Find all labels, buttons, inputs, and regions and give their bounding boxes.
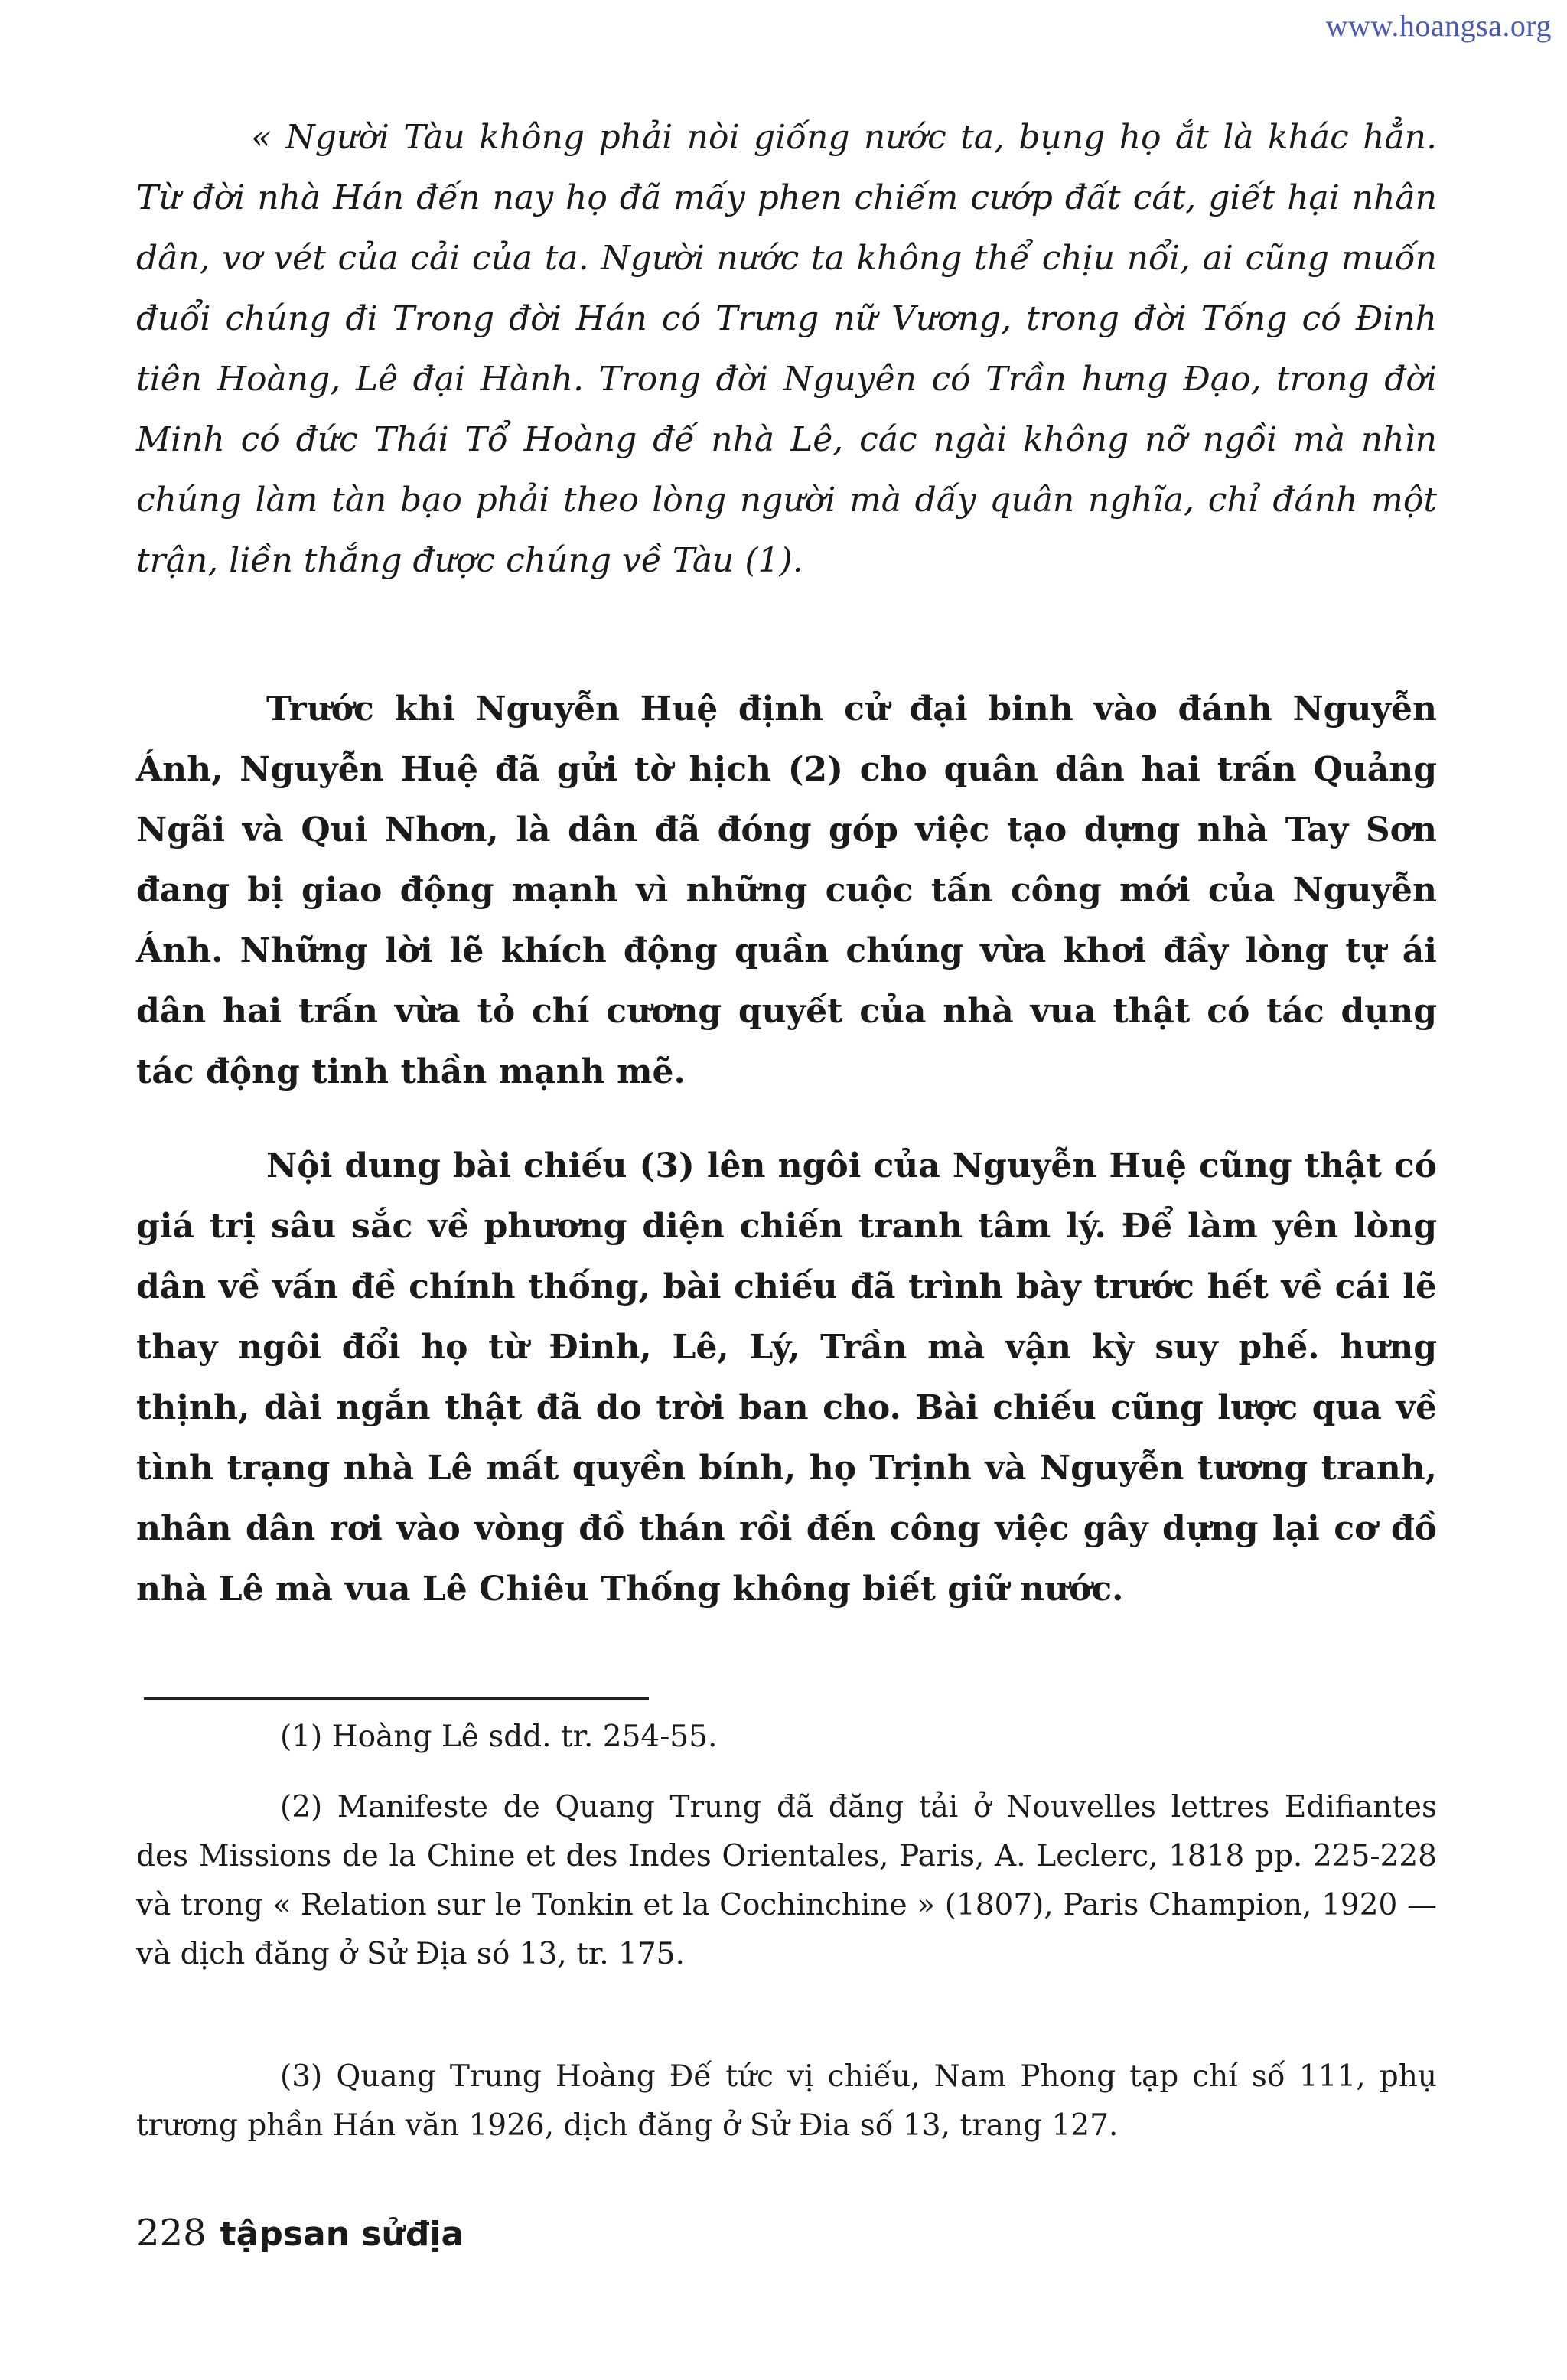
page-number: 228 <box>136 2212 207 2254</box>
quote-paragraph: « Người Tàu không phải nòi giống nước ta, bụng họ ắt là khác hẳn. Từ đời nhà Hán đến nay họ đã mấy phen chiếm cướp đất cát, giết hại nhân dân, vơ vét của cải của ta. Người nước ta không thể chịu nổi, ai cũng muốn đuổi chúng đi Trong đời Hán có Trưng nữ Vương, trong đời Tống có Đinh tiên Hoàng, Lê đại Hành. Trong đời Nguyên có Trần hưng Đạo, trong đời Minh có đức Thái Tổ Hoàng đế nhà Lê, các ngài không nỡ ngồi mà nhìn chúng làm tàn bạo phải theo lòng người mà dấy quân nghĩa, chỉ đánh một trận, liền thắng được chúng về Tàu (1). <box>136 118 1437 580</box>
footnote-divider <box>144 1697 649 1700</box>
body-paragraph-2: Nội dung bài chiếu (3) lên ngôi của Nguyễn Huệ cũng thật có giá trị sâu sắc về phương diện chiến tranh tâm lý. Để làm yên lòng dân về vấn đề chính thống, bài chiếu đã trình bày trước hết về cái lẽ thay ngôi đổi họ từ Đinh, Lê, Lý, Trần mà vận kỳ suy phế. hưng thịnh, dài ngắn thật đã do trời ban cho. Bài chiếu cũng lược qua về tình trạng nhà Lê mất quyền bính, họ Trịnh và Nguyễn tương tranh, nhân dân rơi vào vòng đồ thán rồi đến công việc gây dựng lại cơ đồ nhà Lê mà vua Lê Chiêu Thống không biết giữ nước. <box>136 1146 1437 1609</box>
footnote-3: (3) Quang Trung Hoàng Đế tức vị chiếu, Nam Phong tạp chí số 111, phụ trương phần Hán văn 1926, dịch đăng ở Sử Đia số 13, trang 127. <box>136 2059 1437 2143</box>
footnote-2: (2) Manifeste de Quang Trung đã đăng tải ở Nouvelles lettres Edifiantes des Missions de la Chine et des Indes Orientales, Paris, A. Leclerc, 1818 pp. 225-228 và trong « Relation sur le Tonkin et la Cochinchine » (1807), Paris Champion, 1920 — và dịch đăng ở Sử Địa só 13, tr. 175. <box>136 1790 1437 1971</box>
page-footer <box>136 2212 464 2254</box>
journal-name: tậpsan sửđịa <box>220 2215 464 2254</box>
footnote-1: (1) Hoàng Lê sdd. tr. 254-55. <box>280 1720 718 1754</box>
body-paragraph-1: Trước khi Nguyễn Huệ định cử đại binh vào đánh Nguyễn Ánh, Nguyễn Huệ đã gửi tờ hịch (2) cho quân dân hai trấn Quảng Ngãi và Qui Nhơn, là dân đã đóng góp việc tạo dựng nhà Tay Sơn đang bị giao động mạnh vì những cuộc tấn công mới của Nguyễn Ánh. Những lời lẽ khích động quần chúng vừa khơi đầy lòng tự ái dân hai trấn vừa tỏ chí cương quyết của nhà vua thật có tác dụng tác động tinh thần mạnh mẽ. <box>136 690 1437 1091</box>
site-url-link[interactable]: www.hoangsa.org <box>1325 8 1552 43</box>
